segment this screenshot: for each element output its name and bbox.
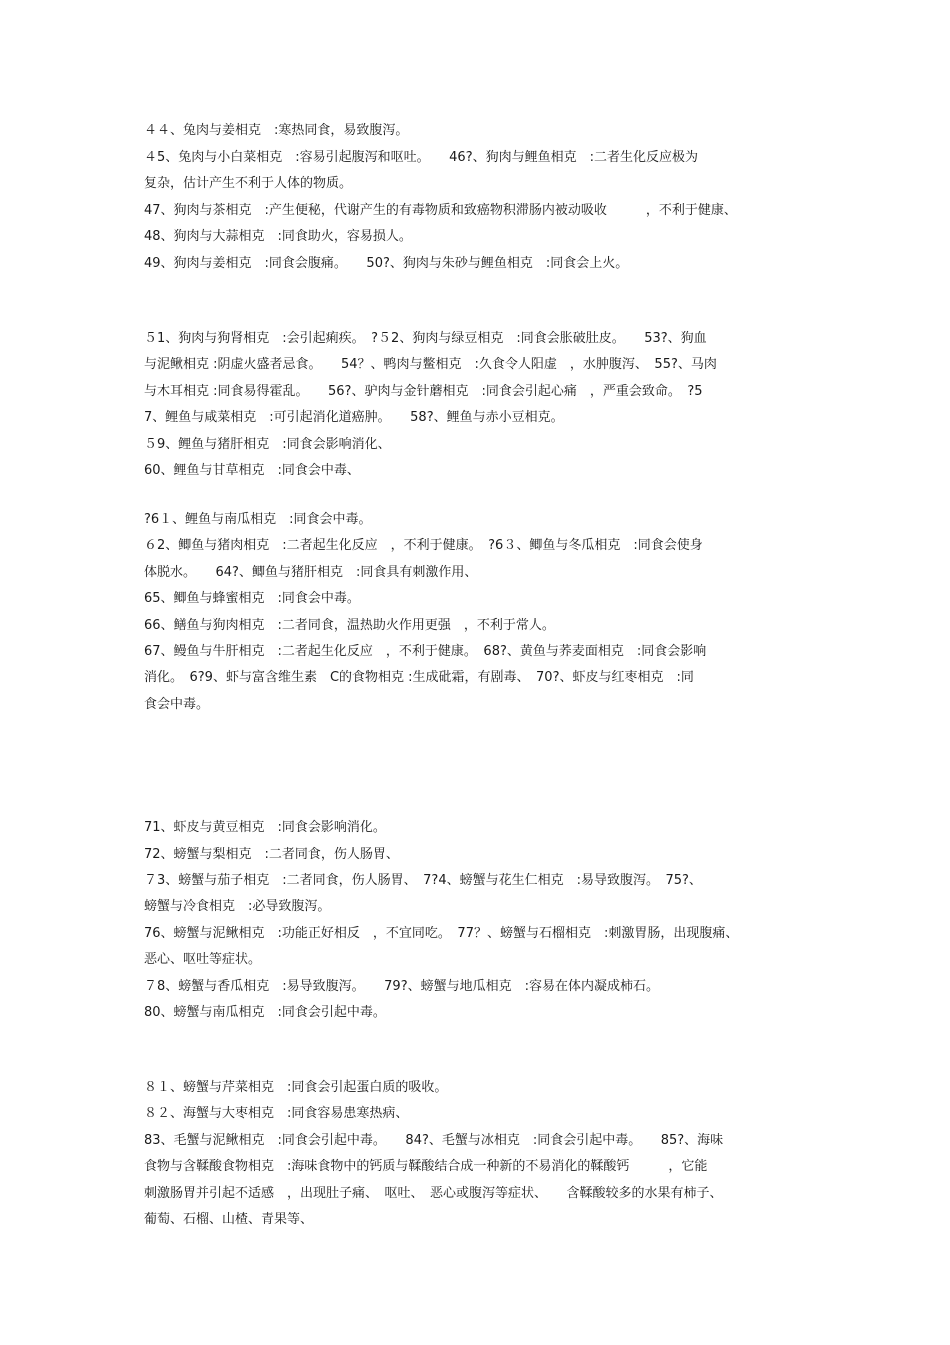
text-line: ７8、螃蟹与香瓜相克 :易导致腹泻。 79?、螃蟹与地瓜相克 :容易在体内凝成柿石。 bbox=[144, 979, 659, 994]
text-line: 食物与含鞣酸食物相克 :海味食物中的钙质与鞣酸结合成一种新的不易消化的鞣酸钙 ，它能 bbox=[144, 1159, 708, 1174]
text-line: 66、鳝鱼与狗肉相克 :二者同食，温热助火作用更强 ，不利于常人。 bbox=[144, 618, 555, 633]
text-line: ５9、鲤鱼与猪肝相克 :同食会影响消化、 bbox=[144, 437, 391, 452]
text-line: 恶心、呕吐等症状。 bbox=[144, 952, 262, 967]
text-line: 48、狗肉与大蒜相克 :同食助火，容易损人。 bbox=[144, 229, 412, 244]
text-line: ?6１、鲤鱼与南瓜相克 :同食会中毒。 bbox=[144, 512, 372, 527]
text-line: 与泥鳅相克 :阴虚火盛者忌食。 54？、鸭肉与鳖相克 :久食令人阳虚 ，水肿腹泻、 55?、马肉 bbox=[144, 357, 717, 372]
text-line: 60、鲤鱼与甘草相克 :同食会中毒、 bbox=[144, 463, 360, 478]
text-line: 7、鲤鱼与咸菜相克 :可引起消化道癌肿。 58?、鲤鱼与赤小豆相克。 bbox=[144, 410, 564, 425]
text-line: 65、鲫鱼与蜂蜜相克 :同食会中毒。 bbox=[144, 591, 360, 606]
text-line: 80、螃蟹与南瓜相克 :同食会引起中毒。 bbox=[144, 1005, 386, 1020]
text-line: ８２、海蟹与大枣相克 :同食容易患寒热病、 bbox=[144, 1106, 409, 1121]
text-line: 消化。 6?9、虾与富含维生素 C的食物相克 :生成砒霜，有剧毒、 70?、虾皮与红枣相克 :同 bbox=[144, 670, 694, 685]
text-line: ６2、鲫鱼与猪肉相克 :二者起生化反应 ，不利于健康。 ?6３、鲫鱼与冬瓜相克 :同食会使身 bbox=[144, 538, 703, 553]
text-line: 与木耳相克 :同食易得霍乱。 56?、驴肉与金针蘑相克 :同食会引起心痛 ，严重会致命。 ?5 bbox=[144, 384, 703, 399]
text-line: 复杂，估计产生不利于人体的物质。 bbox=[144, 176, 353, 191]
text-line: 47、狗肉与茶相克 :产生便秘，代谢产生的有毒物质和致癌物积滞肠内被动吸收 ，不利于健康、 bbox=[144, 203, 737, 218]
text-line: ４４、兔肉与姜相克 :寒热同食，易致腹泻。 bbox=[144, 123, 409, 138]
text-line: 76、螃蟹与泥鳅相克 :功能正好相反 ，不宜同吃。 77？、螃蟹与石榴相克 :刺激胃肠，出现腹痛、 bbox=[144, 926, 739, 941]
text-line: 葡萄、石榴、山楂、青果等、 bbox=[144, 1212, 314, 1227]
text-line: 83、毛蟹与泥鳅相克 :同食会引起中毒。 84?、毛蟹与冰相克 :同食会引起中毒。 85?、海味 bbox=[144, 1133, 724, 1148]
text-line: 49、狗肉与姜相克 :同食会腹痛。 50?、狗肉与朱砂与鲤鱼相克 :同食会上火。 bbox=[144, 256, 629, 271]
text-line: 食会中毒。 bbox=[144, 697, 210, 712]
text-line: ７3、螃蟹与茄子相克 :二者同食，伤人肠胃、 7?4、螃蟹与花生仁相克 :易导致腹泻。 75?、 bbox=[144, 873, 702, 888]
text-line: 刺激肠胃并引起不适感 ，出现肚子痛、 呕吐、 恶心或腹泻等症状、 含鞣酸较多的水果有柿子、 bbox=[144, 1186, 723, 1201]
text-line: 体脱水。 64?、鲫鱼与猪肝相克 :同食具有刺激作用、 bbox=[144, 565, 478, 580]
text-line: 72、螃蟹与梨相克 :二者同食，伤人肠胃、 bbox=[144, 847, 399, 862]
text-line: 71、虾皮与黄豆相克 :同食会影响消化。 bbox=[144, 820, 386, 835]
text-line: ５1、狗肉与狗肾相克 :会引起痢疾。 ?５2、狗肉与绿豆相克 :同食会胀破肚皮。 53?、狗血 bbox=[144, 331, 707, 346]
text-line: 螃蟹与冷食相克 :必导致腹泻。 bbox=[144, 899, 331, 914]
text-line: 67、鳗鱼与牛肝相克 :二者起生化反应 ，不利于健康。 68?、黄鱼与荞麦面相克 :同食会影响 bbox=[144, 644, 707, 659]
text-line: ４5、兔肉与小白菜相克 :容易引起腹泻和呕吐。 46?、狗肉与鲤鱼相克 :二者生化反应极为 bbox=[144, 150, 698, 165]
text-line: ８１、螃蟹与芹菜相克 :同食会引起蛋白质的吸收。 bbox=[144, 1080, 448, 1095]
